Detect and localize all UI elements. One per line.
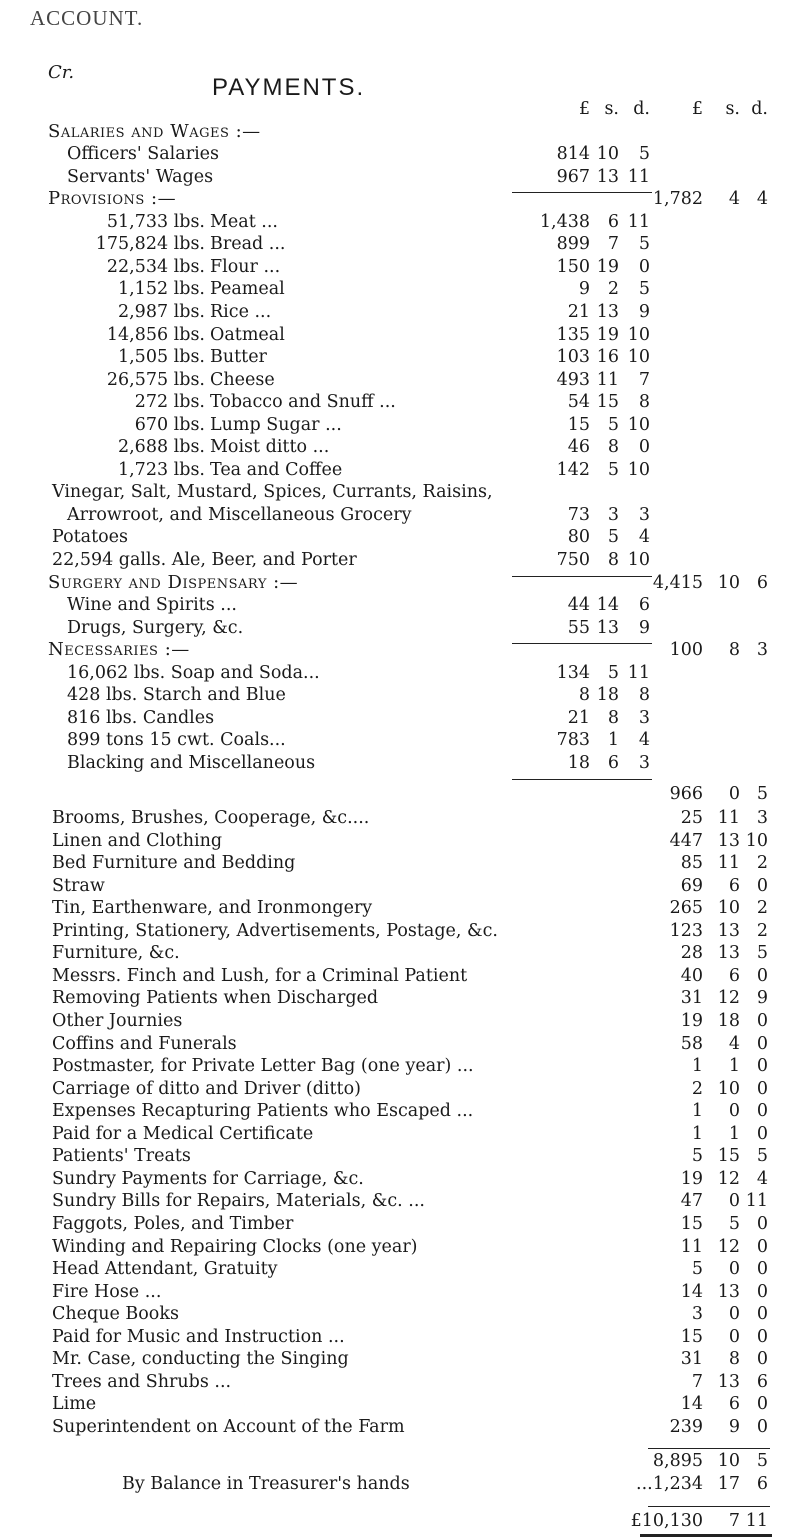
expense-amount-pence: 0 <box>756 1056 768 1077</box>
subtotal-amount-pence: 5 <box>756 1451 768 1472</box>
item-amount-pounds: 9 <box>578 279 590 300</box>
item-amount-pence: 3 <box>638 707 650 728</box>
item-amount-pounds: 814 <box>556 144 590 165</box>
expense-amount-pence: 0 <box>756 1213 768 1234</box>
expense-amount-pence: 0 <box>756 1281 768 1302</box>
item-amount-pence: 0 <box>638 437 650 458</box>
item-quantity: 1,505 lbs. <box>117 347 205 368</box>
item-amount-shillings: 15 <box>596 392 619 413</box>
item-amount-shillings: 5 <box>607 414 619 435</box>
item-amount-pence: 5 <box>638 144 650 165</box>
expense-item: Messrs. Finch and Lush, for a Criminal Patient <box>52 965 468 986</box>
expense-amount-pence: 0 <box>756 1394 768 1415</box>
expense-amount-shillings: 10 <box>717 1078 740 1099</box>
item-amount-pounds: 44 <box>567 595 590 616</box>
section-heading: Necessaries :— <box>48 639 190 661</box>
expense-amount-pounds: 3 <box>691 1304 703 1325</box>
item-amount-pounds: 899 <box>556 234 590 255</box>
item-amount-shillings: 13 <box>596 617 619 638</box>
section-total-shillings: 4 <box>728 189 740 210</box>
expense-amount-pounds: 28 <box>680 943 703 964</box>
expense-amount-pence: 0 <box>756 1326 768 1347</box>
item-label: Arrowroot, and Miscellaneous Grocery <box>67 504 412 525</box>
grand-total-amount-pounds: £10,130 <box>630 1510 703 1531</box>
expense-amount-pence: 0 <box>756 1259 768 1280</box>
expense-amount-shillings: 12 <box>717 1236 740 1257</box>
expense-amount-pounds: 19 <box>680 1168 703 1189</box>
item-label: 428 lbs. Starch and Blue <box>67 685 286 706</box>
inner-col-head-pounds: £ <box>578 99 590 119</box>
expense-amount-pence: 11 <box>745 1191 768 1212</box>
item-quantity: 26,575 lbs. <box>106 369 205 390</box>
item-quantity: 2,688 lbs. <box>117 437 205 458</box>
expense-amount-pounds: 31 <box>680 1349 703 1370</box>
expense-amount-pence: 0 <box>756 1033 768 1054</box>
item-amount-shillings: 3 <box>607 504 619 525</box>
section-total-pence: 5 <box>756 783 768 804</box>
item-amount-shillings: 2 <box>607 279 619 300</box>
page-title: ACCOUNT. <box>30 6 144 30</box>
item-amount-shillings: 7 <box>607 234 619 255</box>
expense-item: Linen and Clothing <box>52 830 223 851</box>
expense-item: Sundry Bills for Repairs, Materials, &c. ... <box>52 1191 425 1212</box>
section-heading: Provisions :— <box>48 188 177 210</box>
expense-amount-pence: 0 <box>756 1011 768 1031</box>
item-name: Butter <box>210 347 267 368</box>
item-amount-pounds: 73 <box>567 504 590 525</box>
item-amount-pounds: 103 <box>556 347 590 368</box>
expense-amount-pounds: 69 <box>680 875 703 896</box>
item-amount-shillings: 6 <box>607 211 619 232</box>
section-total-shillings: 8 <box>728 640 740 661</box>
expense-amount-pounds: 47 <box>680 1191 703 1212</box>
expense-amount-shillings: 0 <box>728 1259 740 1280</box>
item-label: 22,594 galls. Ale, Beer, and Porter <box>52 550 357 570</box>
expense-item: Tin, Earthenware, and Ironmongery <box>52 898 373 919</box>
section-total-pounds: 1,782 <box>652 189 703 210</box>
expense-amount-pence: 0 <box>756 965 768 986</box>
item-amount-shillings: 5 <box>607 527 619 548</box>
grand-total-amount-shillings: 7 <box>728 1510 740 1531</box>
item-amount-pence: 3 <box>638 504 650 525</box>
item-name: Peameal <box>210 279 285 300</box>
item-quantity: 2,987 lbs. <box>117 301 205 322</box>
expense-amount-shillings: 13 <box>717 1371 740 1392</box>
expense-item: Paid for a Medical Certificate <box>52 1123 314 1144</box>
item-amount-shillings: 14 <box>596 595 619 616</box>
item-name: Rice ... <box>210 301 272 322</box>
expense-item: Other Journies <box>52 1011 183 1031</box>
item-label: Vinegar, Salt, Mustard, Spices, Currants, Raisins, <box>52 482 493 503</box>
expense-item: Removing Patients when Discharged <box>52 988 379 1009</box>
section-rule <box>512 192 652 193</box>
item-amount-pounds: 135 <box>556 324 590 345</box>
balance-amount-pounds: 1,234 <box>652 1474 703 1494</box>
item-quantity: 22,534 lbs. <box>106 256 205 277</box>
item-quantity: 175,824 lbs. <box>95 234 205 255</box>
expense-amount-shillings: 6 <box>728 1394 740 1415</box>
item-amount-pounds: 80 <box>567 527 590 548</box>
expense-amount-pounds: 15 <box>680 1326 703 1347</box>
item-amount-pence: 6 <box>638 595 650 616</box>
balance-amount-shillings: 17 <box>717 1474 740 1494</box>
item-amount-pounds: 967 <box>556 166 590 187</box>
item-amount-pence: 4 <box>638 527 650 548</box>
item-amount-pounds: 1,438 <box>539 211 590 232</box>
item-name: Flour ... <box>210 256 281 277</box>
expense-item: Paid for Music and Instruction ... <box>52 1326 345 1347</box>
balance-dots: ... <box>636 1474 653 1494</box>
inner-col-head-shillings: s. <box>604 99 619 119</box>
expense-amount-pounds: 7 <box>691 1371 703 1392</box>
expense-amount-shillings: 15 <box>717 1146 740 1167</box>
expense-amount-pence: 4 <box>756 1168 768 1189</box>
item-name: Tea and Coffee <box>210 459 343 480</box>
item-amount-shillings: 18 <box>596 685 619 706</box>
expense-amount-pounds: 1 <box>691 1123 703 1144</box>
item-amount-pence: 5 <box>638 279 650 300</box>
expense-item: Expenses Recapturing Patients who Escaped ... <box>52 1101 474 1122</box>
item-amount-shillings: 1 <box>607 730 619 751</box>
item-amount-pounds: 142 <box>556 459 590 480</box>
item-quantity: 1,723 lbs. <box>117 459 205 480</box>
item-amount-shillings: 5 <box>607 459 619 480</box>
item-amount-pence: 3 <box>638 752 650 773</box>
expense-item: Patients' Treats <box>52 1146 191 1167</box>
item-label: Drugs, Surgery, &c. <box>67 617 244 638</box>
expense-item: Trees and Shrubs ... <box>52 1371 232 1392</box>
item-quantity: 14,856 lbs. <box>106 324 205 345</box>
expense-item: Superintendent on Account of the Farm <box>52 1416 405 1437</box>
item-amount-pounds: 15 <box>567 414 590 435</box>
expense-amount-shillings: 6 <box>728 875 740 896</box>
expense-amount-pence: 0 <box>756 875 768 896</box>
expense-amount-pence: 2 <box>756 920 768 941</box>
item-label: Blacking and Miscellaneous <box>67 752 316 773</box>
section-total-pence: 6 <box>756 572 768 593</box>
expense-item: Mr. Case, conducting the Singing <box>52 1349 349 1370</box>
balance-amount-pence: 6 <box>756 1474 768 1494</box>
expense-amount-pounds: 239 <box>669 1416 703 1437</box>
expense-amount-pence: 0 <box>756 1236 768 1257</box>
expense-amount-pounds: 1 <box>691 1056 703 1077</box>
expense-amount-shillings: 0 <box>728 1101 740 1122</box>
item-name: Moist ditto ... <box>210 437 330 458</box>
expense-item: Winding and Repairing Clocks (one year) <box>52 1236 418 1257</box>
item-amount-pounds: 783 <box>556 730 590 751</box>
expense-amount-shillings: 0 <box>728 1304 740 1325</box>
outer-col-head-pence: d. <box>751 99 768 119</box>
expense-item: Coffins and Funerals <box>52 1033 237 1054</box>
expense-amount-pence: 0 <box>756 1101 768 1122</box>
item-amount-pence: 10 <box>627 414 650 435</box>
expense-amount-pounds: 123 <box>669 920 703 941</box>
section-total-pounds: 100 <box>669 640 703 661</box>
item-amount-shillings: 13 <box>596 166 619 187</box>
item-name: Oatmeal <box>210 324 285 345</box>
expense-amount-pence: 3 <box>756 808 768 829</box>
item-label: 816 lbs. Candles <box>67 707 215 728</box>
expense-amount-pounds: 265 <box>669 898 703 919</box>
subtotal-rule <box>648 1448 770 1449</box>
section-rule <box>512 576 652 577</box>
item-amount-shillings: 8 <box>607 550 619 570</box>
expense-amount-pounds: 85 <box>680 853 703 874</box>
expense-amount-pounds: 15 <box>680 1213 703 1234</box>
expense-amount-shillings: 12 <box>717 1168 740 1189</box>
item-amount-shillings: 10 <box>596 144 619 165</box>
expense-amount-pounds: 1 <box>691 1101 703 1122</box>
expense-amount-shillings: 11 <box>717 853 740 874</box>
item-quantity: 670 lbs. <box>134 414 205 435</box>
expense-item: Postmaster, for Private Letter Bag (one year) ... <box>52 1056 474 1077</box>
item-amount-pounds: 150 <box>556 256 590 277</box>
expense-amount-pence: 0 <box>756 1349 768 1370</box>
expense-amount-pounds: 14 <box>680 1281 703 1302</box>
section-heading: Salaries and Wages :— <box>48 120 261 142</box>
subtotal-amount-shillings: 10 <box>717 1451 740 1472</box>
expense-amount-pounds: 14 <box>680 1394 703 1415</box>
payments-heading: PAYMENTS. <box>212 74 366 101</box>
item-amount-pence: 9 <box>638 301 650 322</box>
expense-item: Printing, Stationery, Advertisements, Postage, &c. <box>52 920 498 941</box>
expense-amount-shillings: 11 <box>717 808 740 829</box>
section-total-pounds: 4,415 <box>652 572 703 593</box>
expense-amount-pence: 2 <box>756 898 768 919</box>
section-rule <box>512 643 652 644</box>
item-amount-pence: 11 <box>627 211 650 232</box>
grand-total-rule <box>648 1506 770 1507</box>
expense-amount-pounds: 5 <box>691 1259 703 1280</box>
item-amount-shillings: 5 <box>607 662 619 683</box>
expense-amount-pounds: 11 <box>680 1236 703 1257</box>
item-label: Servants' Wages <box>67 166 214 187</box>
section-heading: Surgery and Dispensary :— <box>48 571 299 593</box>
item-amount-pence: 7 <box>638 369 650 390</box>
expense-amount-shillings: 4 <box>728 1033 740 1054</box>
expense-amount-pence: 5 <box>756 943 768 964</box>
item-amount-pence: 9 <box>638 617 650 638</box>
item-amount-shillings: 19 <box>596 324 619 345</box>
item-amount-pounds: 8 <box>578 685 590 706</box>
outer-col-head-shilling: s. <box>725 99 740 119</box>
expense-amount-pounds: 2 <box>691 1078 703 1099</box>
item-amount-pence: 10 <box>627 324 650 345</box>
section-total-pence: 4 <box>756 189 768 210</box>
balance-label: By Balance in Treasurer's hands <box>122 1474 410 1494</box>
item-amount-pounds: 21 <box>567 707 590 728</box>
item-label: 16,062 lbs. Soap and Soda... <box>67 662 320 683</box>
item-quantity: 272 lbs. <box>134 392 205 413</box>
expense-amount-pence: 0 <box>756 1123 768 1144</box>
expense-item: Faggots, Poles, and Timber <box>52 1213 294 1234</box>
expense-amount-pence: 2 <box>756 853 768 874</box>
expense-item: Head Attendant, Gratuity <box>52 1259 278 1280</box>
item-quantity: 1,152 lbs. <box>117 279 205 300</box>
item-name: Tobacco and Snuff ... <box>210 392 396 413</box>
item-name: Bread ... <box>210 234 286 255</box>
expense-amount-pence: 10 <box>745 830 768 851</box>
expense-amount-pence: 9 <box>756 988 768 1009</box>
expense-amount-pounds: 447 <box>669 830 703 851</box>
item-amount-pence: 4 <box>638 730 650 751</box>
item-quantity: 51,733 lbs. <box>106 211 205 232</box>
item-amount-shillings: 11 <box>596 369 619 390</box>
expense-amount-shillings: 1 <box>728 1123 740 1144</box>
item-amount-pounds: 134 <box>556 662 590 683</box>
section-total-pence: 3 <box>756 640 768 661</box>
expense-amount-shillings: 8 <box>728 1349 740 1370</box>
expense-item: Fire Hose ... <box>52 1281 162 1302</box>
expense-amount-shillings: 13 <box>717 920 740 941</box>
item-amount-pounds: 18 <box>567 752 590 773</box>
item-amount-pence: 10 <box>627 550 650 570</box>
expense-amount-shillings: 5 <box>728 1213 740 1234</box>
expense-amount-pounds: 5 <box>691 1146 703 1167</box>
expense-amount-shillings: 13 <box>717 830 740 851</box>
grand-total-amount-pence: 11 <box>745 1510 768 1531</box>
expense-item: Sundry Payments for Carriage, &c. <box>52 1168 364 1189</box>
expense-amount-shillings: 0 <box>728 1326 740 1347</box>
expense-amount-shillings: 10 <box>717 898 740 919</box>
subtotal-amount-pounds: 8,895 <box>652 1451 703 1472</box>
item-amount-shillings: 16 <box>596 347 619 368</box>
expense-amount-shillings: 12 <box>717 988 740 1009</box>
item-amount-pence: 11 <box>627 166 650 187</box>
section-total-shillings: 0 <box>728 783 740 804</box>
expense-amount-shillings: 13 <box>717 1281 740 1302</box>
section-total-shillings: 10 <box>717 572 740 593</box>
section-total-pounds: 966 <box>669 783 703 804</box>
expense-item: Furniture, &c. <box>52 943 180 964</box>
item-amount-pence: 0 <box>638 256 650 277</box>
item-amount-shillings: 6 <box>607 752 619 773</box>
item-label: Potatoes <box>52 527 128 548</box>
section-rule <box>512 779 652 780</box>
credit-label: Cr. <box>48 62 75 83</box>
item-amount-pounds: 750 <box>556 550 590 570</box>
expense-amount-shillings: 9 <box>728 1416 740 1437</box>
item-amount-pence: 10 <box>627 347 650 368</box>
inner-col-head-pence: d. <box>633 99 650 119</box>
expense-amount-pence: 5 <box>756 1146 768 1167</box>
expense-item: Cheque Books <box>52 1304 179 1325</box>
item-amount-shillings: 19 <box>596 256 619 277</box>
expense-amount-pence: 0 <box>756 1416 768 1437</box>
item-amount-pence: 11 <box>627 662 650 683</box>
item-label: 899 tons 15 cwt. Coals... <box>67 730 286 751</box>
item-name: Cheese <box>210 369 275 390</box>
item-amount-pounds: 55 <box>567 617 590 638</box>
expense-amount-shillings: 6 <box>728 965 740 986</box>
expense-amount-pounds: 31 <box>680 988 703 1009</box>
expense-amount-pounds: 19 <box>680 1011 703 1031</box>
item-amount-pence: 10 <box>627 459 650 480</box>
expense-item: Brooms, Brushes, Cooperage, &c.... <box>52 808 370 829</box>
expense-item: Carriage of ditto and Driver (ditto) <box>52 1078 361 1099</box>
expense-amount-shillings: 0 <box>728 1191 740 1212</box>
item-name: Meat ... <box>210 211 278 232</box>
item-amount-pounds: 46 <box>567 437 590 458</box>
expense-amount-pence: 0 <box>756 1304 768 1325</box>
expense-amount-pounds: 40 <box>680 965 703 986</box>
item-amount-pence: 8 <box>638 392 650 413</box>
item-amount-pence: 8 <box>638 685 650 706</box>
expense-amount-pence: 0 <box>756 1078 768 1099</box>
expense-amount-shillings: 18 <box>717 1011 740 1031</box>
item-amount-pounds: 21 <box>567 301 590 322</box>
outer-col-head-pound: £ <box>691 99 703 119</box>
expense-item: Straw <box>52 875 105 896</box>
expense-item: Bed Furniture and Bedding <box>52 853 296 874</box>
item-label: Wine and Spirits ... <box>67 595 237 616</box>
item-amount-shillings: 8 <box>607 707 619 728</box>
expense-amount-shillings: 1 <box>728 1056 740 1077</box>
expense-amount-shillings: 13 <box>717 943 740 964</box>
item-name: Lump Sugar ... <box>210 414 342 435</box>
expense-amount-pounds: 25 <box>680 808 703 829</box>
expense-item: Lime <box>52 1394 97 1415</box>
item-label: Officers' Salaries <box>67 144 220 165</box>
item-amount-pounds: 54 <box>567 392 590 413</box>
item-amount-pounds: 493 <box>556 369 590 390</box>
item-amount-pence: 5 <box>638 234 650 255</box>
item-amount-shillings: 13 <box>596 301 619 322</box>
expense-amount-pence: 6 <box>756 1371 768 1392</box>
item-amount-shillings: 8 <box>607 437 619 458</box>
expense-amount-pounds: 58 <box>680 1033 703 1054</box>
